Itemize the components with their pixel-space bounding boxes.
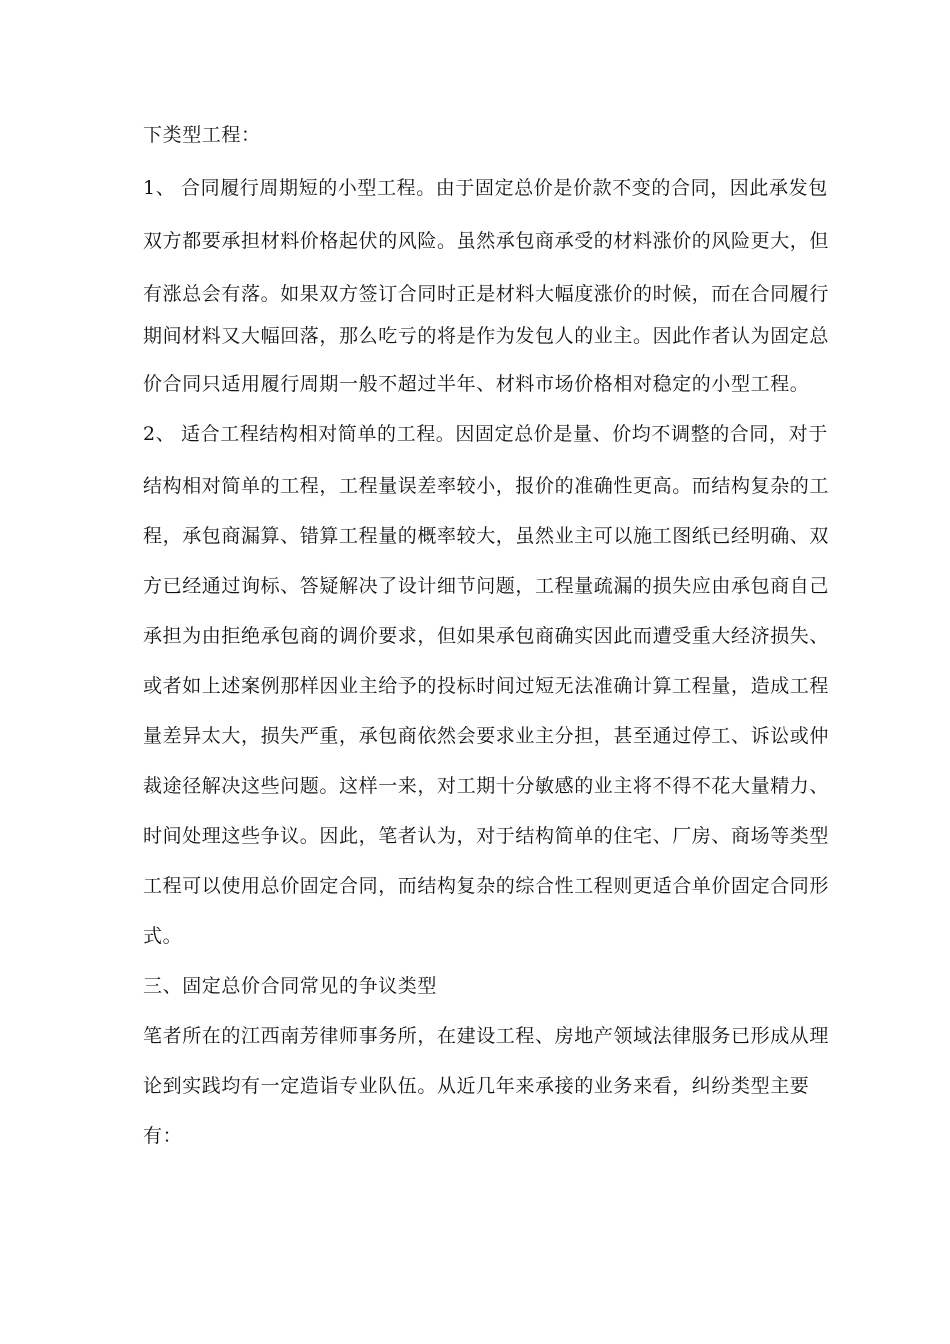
text-line: 有： xyxy=(143,1125,183,1147)
list-item-2 xyxy=(143,422,828,446)
text-line: 式。 xyxy=(143,925,183,947)
text-line: 裁途径解决这些问题。这样一来，对工期十分敏感的业主将不得不花大量精力、 xyxy=(143,775,830,797)
list-number: 2、 xyxy=(143,423,176,445)
list-item-1 xyxy=(143,176,828,200)
text-line: 承担为由拒绝承包商的调价要求，但如果承包商确实因此而遭受重大经济损失、 xyxy=(143,625,830,647)
text-line: 结构相对简单的工程，工程量误差率较小，报价的准确性更高。而结构复杂的工 xyxy=(143,475,830,497)
text-line: 价合同只适用履行周期一般不超过半年、材料市场价格相对稳定的小型工程。 xyxy=(143,373,810,395)
text-line: 双方都要承担材料价格起伏的风险。虽然承包商承受的材料涨价的风险更大，但 xyxy=(143,230,830,252)
text-line: 或者如上述案例那样因业主给予的投标时间过短无法准确计算工程量，造成工程 xyxy=(143,675,830,697)
text-line: 下类型工程： xyxy=(143,124,261,146)
text-line: 笔者所在的江西南芳律师事务所，在建设工程、房地产领域法律服务已形成从理 xyxy=(143,1025,830,1047)
text-line: 有涨总会有落。如果双方签订合同时正是材料大幅度涨价的时候，而在合同履行 xyxy=(143,283,830,305)
list-number: 1、 xyxy=(143,177,176,199)
text-line: 程，承包商漏算、错算工程量的概率较大，虽然业主可以施工图纸已经明确、双 xyxy=(143,525,830,547)
section-heading: 三、固定总价合同常见的争议类型 xyxy=(143,975,438,997)
text-line: 时间处理这些争议。因此，笔者认为，对于结构简单的住宅、厂房、商场等类型 xyxy=(143,825,830,847)
text-line: 合同履行周期短的小型工程。由于固定总价是价款不变的合同，因此承发包 xyxy=(181,177,828,199)
text-line: 方已经通过询标、答疑解决了设计细节问题，工程量疏漏的损失应由承包商自己 xyxy=(143,575,830,597)
text-line: 期间材料又大幅回落，那么吃亏的将是作为发包人的业主。因此作者认为固定总 xyxy=(143,325,830,347)
text-line: 量差异太大，损失严重，承包商依然会要求业主分担，甚至通过停工、诉讼或仲 xyxy=(143,725,830,747)
text-line: 论到实践均有一定造诣专业队伍。从近几年来承接的业务来看，纠纷类型主要 xyxy=(143,1075,810,1097)
text-line: 工程可以使用总价固定合同，而结构复杂的综合性工程则更适合单价固定合同形 xyxy=(143,875,830,897)
text-line: 适合工程结构相对简单的工程。因固定总价是量、价均不调整的合同，对于 xyxy=(181,423,828,445)
